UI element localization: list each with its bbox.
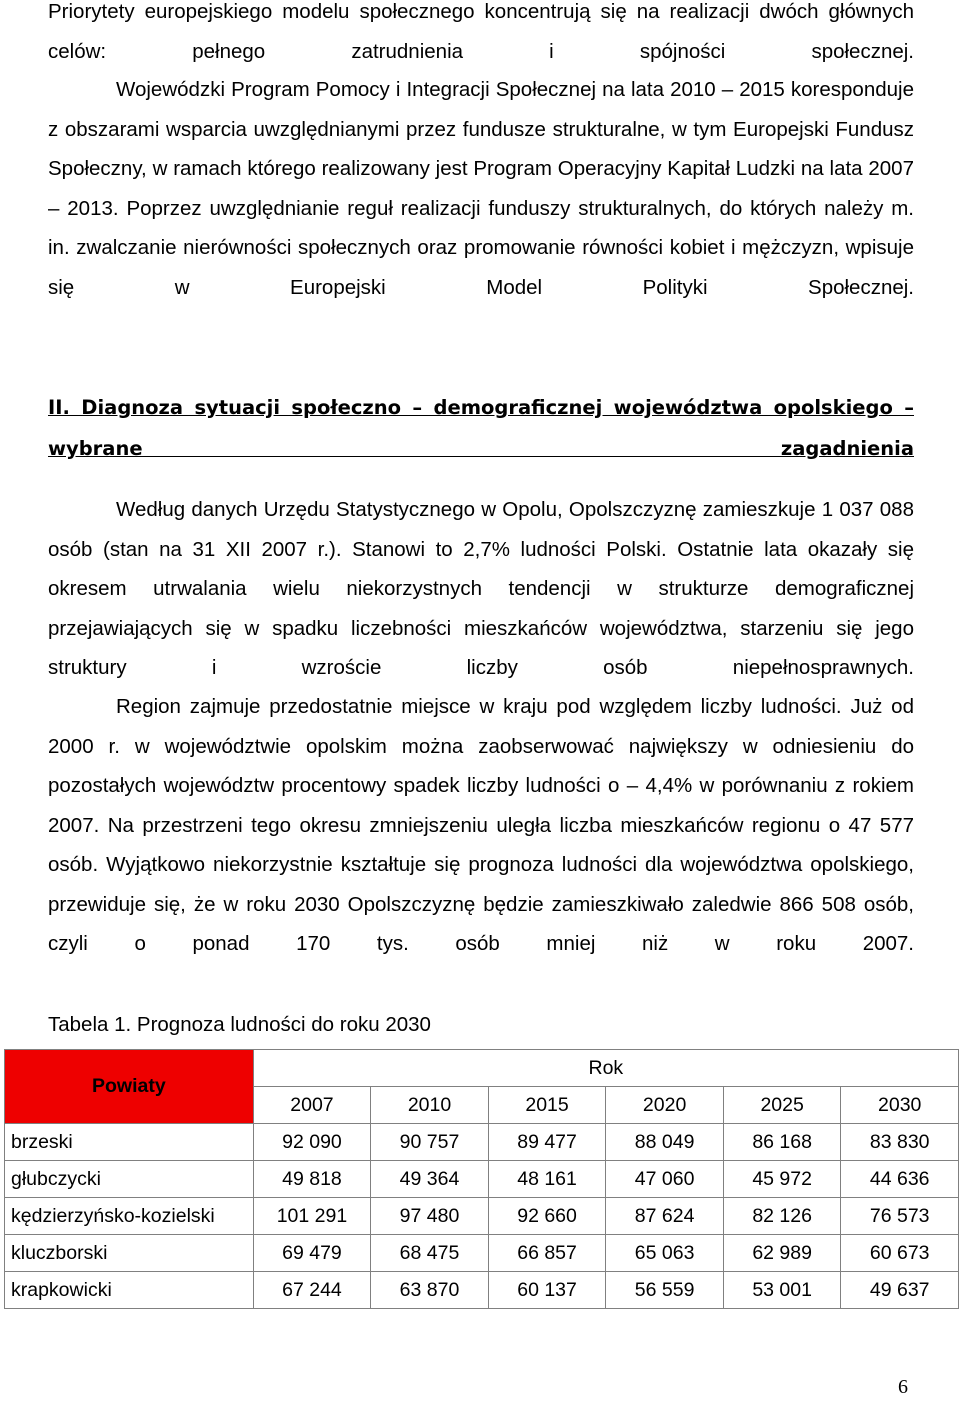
section-heading: II. Diagnoza sytuacji społeczno – demograficznej województwa opolskiego – wybrane zagadnienia — [48, 396, 914, 460]
table-row — [5, 1124, 959, 1161]
population-cell: 101 291 — [253, 1198, 371, 1235]
population-cell: 90 757 — [371, 1124, 489, 1161]
year-header: 2015 — [488, 1087, 606, 1124]
population-cell: 87 624 — [606, 1198, 724, 1235]
population-cell: 69 479 — [253, 1235, 371, 1272]
population-cell: 76 573 — [841, 1198, 959, 1235]
district-name: krapkowicki — [5, 1272, 254, 1309]
population-cell: 63 870 — [371, 1272, 489, 1309]
population-cell: 65 063 — [606, 1235, 724, 1272]
year-header: 2020 — [606, 1087, 724, 1124]
population-cell: 53 001 — [723, 1272, 841, 1309]
population-cell: 88 049 — [606, 1124, 724, 1161]
population-cell: 89 477 — [488, 1124, 606, 1161]
population-cell: 60 673 — [841, 1235, 959, 1272]
year-header: 2010 — [371, 1087, 489, 1124]
paragraph-priorities: Priorytety europejskiego modelu społecznego koncentrują się na realizacji dwóch głównych celów: pełnego zatrudnienia i spójności społecznej. — [48, 0, 914, 63]
year-header: 2030 — [841, 1087, 959, 1124]
year-header: 2007 — [253, 1087, 371, 1124]
page-number: 6 — [898, 1376, 908, 1398]
population-cell: 49 364 — [371, 1161, 489, 1198]
table-caption: Tabela 1. Prognoza ludności do roku 2030 — [48, 1013, 431, 1036]
population-cell: 92 660 — [488, 1198, 606, 1235]
table-row — [5, 1235, 959, 1272]
population-cell: 47 060 — [606, 1161, 724, 1198]
population-cell: 45 972 — [723, 1161, 841, 1198]
table-row — [5, 1161, 959, 1198]
population-cell: 44 636 — [841, 1161, 959, 1198]
population-cell: 83 830 — [841, 1124, 959, 1161]
district-name: kędzierzyńsko-kozielski — [5, 1198, 254, 1235]
table-row — [5, 1198, 959, 1235]
population-cell: 97 480 — [371, 1198, 489, 1235]
population-forecast-table — [4, 1049, 959, 1309]
population-cell: 60 137 — [488, 1272, 606, 1309]
table-row — [5, 1272, 959, 1309]
population-cell: 82 126 — [723, 1198, 841, 1235]
year-header: 2025 — [723, 1087, 841, 1124]
paragraph-program: Wojewódzki Program Pomocy i Integracji Społecznej na lata 2010 – 2015 koresponduje z obszarami wsparcia uwzględnianymi przez fundusze strukturalne, w tym Europejski Fundusz Społeczny, w ramach którego realizowany jest Program Operacyjny Kapitał Ludzki na lata 2007 – 2013. Poprzez uwzględnianie reguł realizacji funduszy strukturalnych, do których należy m. in. zwalczanie nierówności społecznych oraz promowanie równości kobiet i mężczyzn, wpisuje się w Europejski Model Polityki Społecznej. — [48, 78, 914, 299]
population-cell: 86 168 — [723, 1124, 841, 1161]
population-cell: 56 559 — [606, 1272, 724, 1309]
column-group-header-rok: Rok — [253, 1050, 958, 1087]
column-header-powiaty: Powiaty — [5, 1050, 254, 1124]
district-name: brzeski — [5, 1124, 254, 1161]
population-cell: 49 637 — [841, 1272, 959, 1309]
population-cell: 66 857 — [488, 1235, 606, 1272]
population-cell: 48 161 — [488, 1161, 606, 1198]
population-cell: 68 475 — [371, 1235, 489, 1272]
population-cell: 49 818 — [253, 1161, 371, 1198]
paragraph-statistics: Według danych Urzędu Statystycznego w Opolu, Opolszczyznę zamieszkuje 1 037 088 osób (stan na 31 XII 2007 r.). Stanowi to 2,7% ludności Polski. Ostatnie lata okazały się okresem utrwalania wielu niekorzystnych tendencji w strukturze demograficznej przejawiających się w spadku liczebności mieszkańców województwa, starzeniu się jego struktury i wzroście liczby osób niepełnosprawnych. — [48, 498, 914, 679]
paragraph-region: Region zajmuje przedostatnie miejsce w kraju pod względem liczby ludności. Już od 2000 r. w województwie opolskim można zaobserwować największy w odniesieniu do pozostałych województw procentowy spadek liczby ludności o – 4,4% w porównaniu z rokiem 2007. Na przestrzeni tego okresu zmniejszeniu uległa liczba mieszkańców regionu o 47 577 osób. Wyjątkowo niekorzystnie kształtuje się prognoza ludności dla województwa opolskiego, przewiduje się, że w roku 2030 Opolszczyznę będzie zamieszkiwało zaledwie 866 508 osób, czyli o ponad 170 tys. osób mniej niż w roku 2007. — [48, 695, 914, 955]
population-cell: 67 244 — [253, 1272, 371, 1309]
district-name: głubczycki — [5, 1161, 254, 1198]
population-cell: 92 090 — [253, 1124, 371, 1161]
population-cell: 62 989 — [723, 1235, 841, 1272]
district-name: kluczborski — [5, 1235, 254, 1272]
